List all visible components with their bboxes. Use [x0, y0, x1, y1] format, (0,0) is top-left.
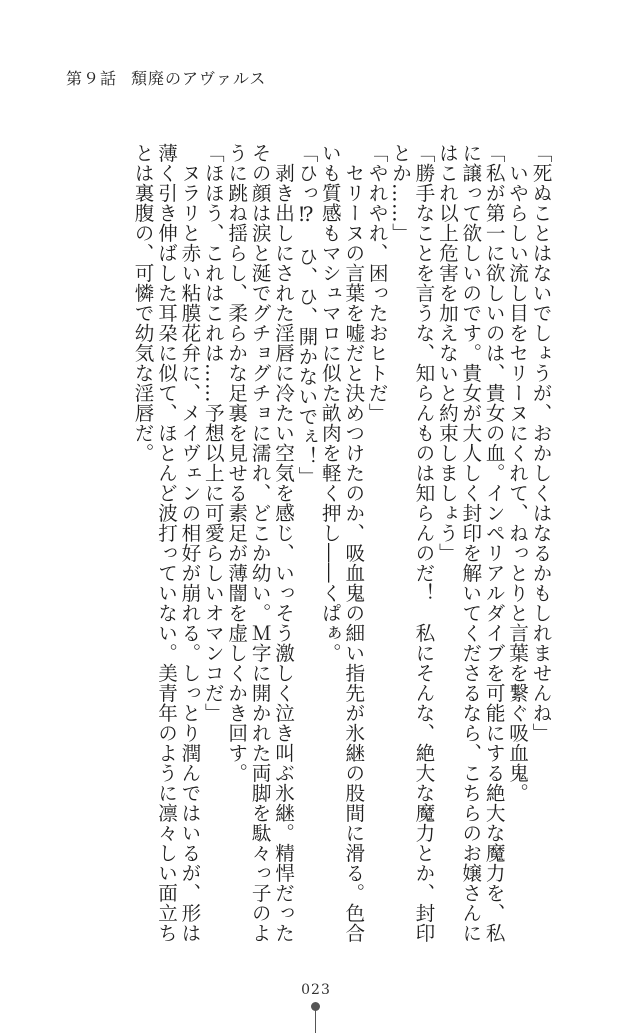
text-line: セリーヌの言葉を嘘だと決めつけたのか、吸血鬼の細い指先が氷継の股間に滑る。色合	[341, 143, 365, 943]
text-line: いやらしい流し目をセリーヌにくれて、ねっとりと言葉を繋ぐ吸血鬼。	[505, 143, 529, 803]
text-line: 「やれやれ、困ったおヒトだ」	[365, 143, 389, 423]
text-line: うに跳ね揺らし、柔らかな足裏を見せる素足が薄闇を虚しくかき回す。	[224, 143, 248, 783]
text-line: ヌラリと赤い粘膜花弁に、メイヴェンの相好が崩れる。しっとり潤んではいるが、形は	[177, 143, 201, 943]
text-line: はこれ以上危害を加えないと約束しましょう」	[435, 143, 459, 563]
text-line: 「勝手なことを言うな、知らんものは知らんのだ！ 私にそんな、絶大な魔力とか、封印	[411, 143, 435, 943]
text-line: 薄く引き伸ばした耳朶に似て、ほとんど波打っていない。美青年のように凛々しい面立ち	[154, 143, 178, 943]
page-marker-line	[315, 1010, 316, 1033]
chapter-title: 頽廃のアヴァルス	[131, 69, 267, 88]
text-line: その顔は涙と涎でグチョグチョに濡れ、どこか幼い。Ｍ字に開かれた両脚を駄々っ子のよ	[248, 143, 272, 943]
chapter-number: 第９話	[66, 69, 118, 88]
text-line: とか……」	[388, 143, 412, 243]
page-number: 023	[301, 982, 331, 998]
text-line: 「死ぬことはないでしょうが、おかしくはなるかもしれませんね」	[529, 143, 552, 743]
running-header	[66, 66, 266, 89]
text-line: 剥き出しにされた淫唇に冷たい空気を感じ、いっそう激しく泣き叫ぶ氷継。精悍だった	[271, 143, 295, 943]
text-line: いも質感もマシュマロに似た畝肉を軽く押し――くぱぁ。	[318, 143, 342, 663]
text-line: に譲って欲しいのです。貴女が大人しく封印を解いてくださるなら、こちらのお嬢さんに	[458, 143, 482, 943]
body-text	[131, 143, 552, 943]
text-line: とは裏腹の、可憐で幼気な淫唇だ。	[131, 143, 155, 463]
text-line: 「ひっ⁉ ひ、ひ、開かないでぇ！」	[294, 143, 318, 487]
text-line: 「私が第一に欲しいのは、貴女の血。インペリアルダイブを可能にする絶大な魔力を、私	[482, 143, 506, 943]
text-line: 「ほほう、これはこれは……予想以上に可愛らしいオマンコだ」	[201, 143, 225, 723]
